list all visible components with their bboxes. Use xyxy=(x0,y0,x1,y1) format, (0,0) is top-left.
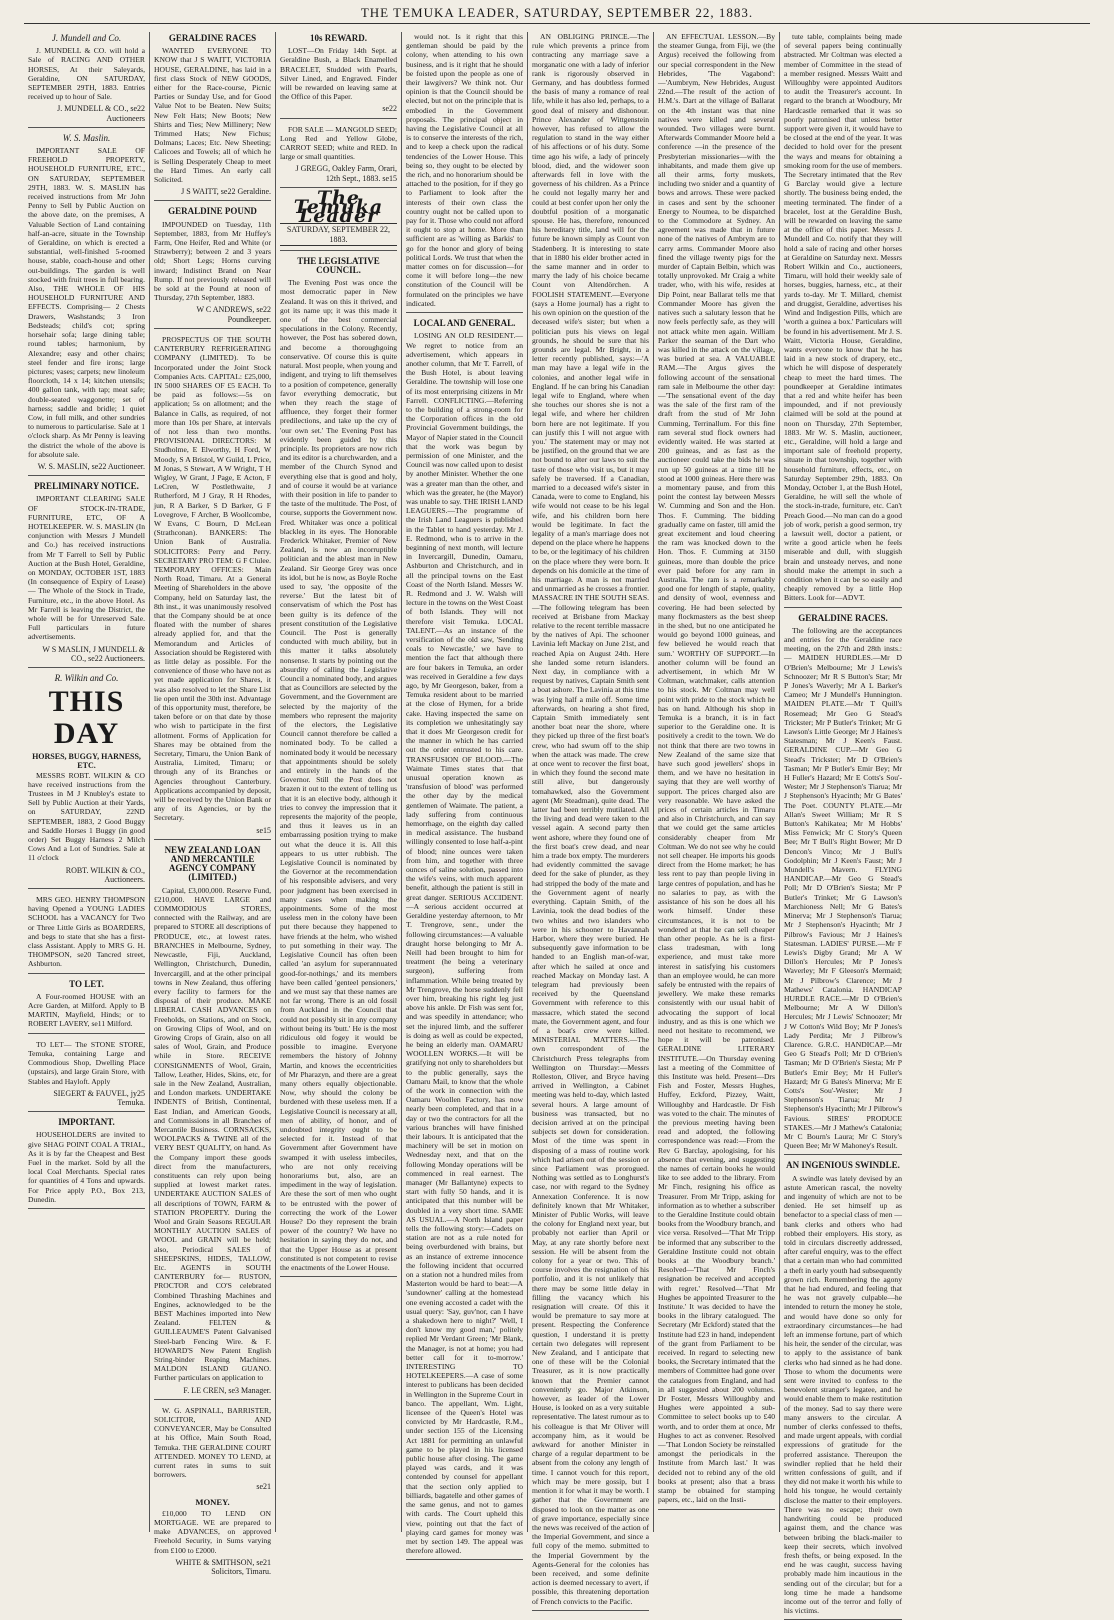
subheading: HORSES, BUGGY, HARNESS, ETC. xyxy=(32,752,141,771)
column-6 xyxy=(654,32,780,1532)
article-body: J. MUNDELL & CO. will hold a Sale of RACING AND OTHER HORSES, At their Saleyards, Geraldine, ON SATURDAY, SEPTEMBER 29TH, 1883. Entries received up to hour of Sale. xyxy=(28,46,145,102)
masthead-rule xyxy=(24,23,1090,24)
column-1 xyxy=(24,32,150,1532)
article-block xyxy=(28,895,145,974)
rule-divider xyxy=(532,1610,649,1611)
article-body: TO LET— The STONE STORE, Temuka, containing Large and Commodious Shop, Dwelling Place (upstairs), and large Grain Store, with Stables and Hayloft. Apply xyxy=(28,1039,145,1086)
column-4 xyxy=(402,32,528,1556)
article-heading: IMPORTANT. xyxy=(58,1117,115,1128)
rule-divider xyxy=(658,1509,775,1510)
rule-divider xyxy=(406,312,523,313)
article-body: IMPORTANT SALE OF FREEHOLD PROPERTY, HOUSEHOLD FURNITURE, ETC., ON SATURDAY, SEPTEMBER 29TH, 1883. W. S. MASLIN has received instructions from Mr John Penny to Sell by Public Auction on the above date, on the premises, A Valuable Section of Land containing half-an-acre, situate in the Township of Geraldine, on which is erected a substantial, well-finished 5-roomed house, stable, coach-house and other out-buildings. The garden is well stocked with fruit trees in full bearing. Also, THE WHOLE OF HIS HOUSEHOLD FURNITURE AND EFFECTS. Comprising— 2 Chests Drawers, Washstands; 3 Iron Bedsteads; child's cot; spring horsehair sofa; large dining table; round tables; harmonium, by Alexandre; easy and other chairs; steel fender and fire irons; large pictures; vases; carpets; new linoleum floorcloth, 14 x 14; kitchen utensils; 400 gallon tank, with tap; meat safe; double-seated waggonette; set of harness; saddle and bridle; 1 quiet Cow, in full milk, and other sundries to numerous to particularise. Sale at 1 o'clock sharp. As Mr Penny is leaving the district the whole of the above is for absolute sale. xyxy=(28,146,145,459)
rule-divider xyxy=(406,1559,523,1560)
rule-divider xyxy=(28,973,145,974)
flag-date: SATURDAY, SEPTEMBER 22, 1883. xyxy=(280,223,397,245)
article-body: WANTED EVERYONE TO KNOW that J S WAITT, VICTORIA HOUSE, GERALDINE, has laid in a first class Stock of NEW GOODS, either for the Race-course, Picnic Parties or Sunday Use, and for Good Value Not to be Beaten. New Suits; New Felt Hats; New Boots; New Shirts and Ties; New Millinery; New Trimmed Hats; New Fichus; Dolmans; Laces; Etc. New Sheeting; Calicoes and Towels; all of which he is Selling Desperately Cheap to meet the Hard Times. An early call Solicited. xyxy=(154,46,271,185)
article-body: Capital, £3,000,000. Reserve Fund, £210,000. HAVE LARGE and COMMODIOUS STORES, connected with the Railway, and are prepared to STORE all descriptions of PRODUCE, etc., at lowest rates. BRANCHES in Melbourne, Sydney, Newcastle, Fiji, Auckland, Wellington, Christchurch, Dunedin, Invercargill, and at the other principal towns in New Zealand, thus offering every facility to farmers for the disposal of their produce. MAKE LIBERAL CASH ADVANCES on Freeholds, on Stations, and on Stock, on Growing Clips of Wool, and on Growing Crops of Grain, also on all sales of Wool, Grain, and Produce while in Store. RECEIVE CONSIGNMENTS of Wool, Grain, Tallow, Leather, Hides, Skins, etc, for sale in the New Zealand, Australian, and London markets. UNDERTAKE INDENTS of British, Continental, East Indian, and American Goods, and Commissions in all Branches of Mercantile Business. CORNSACKS, WOOLPACKS & TWINE all of the VERY BEST QUALITY, on hand. As the Company import these goods direct from the manufacturers, constituents can rely upon being supplied at lowest market rates. UNDERTAKE AUCTION SALES of all descriptions of TOWN, FARM & STATION PROPERTY. During the Wool and Grain Seasons REGULAR MONTHLY AUCTION SALES of WOOL and GRAIN will be held; also, Periodical SALES of SHEEPSKINS, HIDES, TALLOW, Etc. AGENTS in SOUTH CANTERBURY for— RUSTON, PROCTOR and CO'S celebrated Combined Thrashing Machines and Engines, acknowledged to be the BEST Machines imported into New Zealand. FELTEN & GUILLEAUME'S Patent Galvanised Steel-barb Fencing Wire. & F. HOWARD'S New Patent English String-binder Reaping Machines. MALDON ISLAND GUANO. Further particulars on application to xyxy=(154,885,271,1383)
article-block xyxy=(28,980,145,1034)
article-heading: AN INGENIOUS SWINDLE. xyxy=(786,1160,900,1171)
rule-divider xyxy=(28,667,145,668)
article-body: HOUSEHOLDERS are invited to give SHAG POINT COAL A TRIAL, As it is by far the Cheapest and Best Fuel in the market. Sold by all the local Coal Merchants. Special rates for quantities of 4 Tons and upwards. For Price apply P.O., Box 213, Dunedin. xyxy=(28,1130,145,1204)
article-heading: TO LET. xyxy=(69,978,104,989)
signature-line: J S WAITT, se22 Geraldine. xyxy=(181,187,271,197)
article-body: The Evening Post was once the most democratic paper in New Zealand. It was on this it thrived, and got its name up; it was this made it one of the best commercial speculations in the Colony. Recently, however, the Post has sobered down, and become a thoroughgoing conservative. Of course this is quite natural. Most people, when young and indigent, and trying to lift themselves to a position of competence, generally favor everything democratic, but when they reach the stage of affluence, they forget their former predilections, and take up the cry of 'our own set.' The Evening Post has evidently been guided by this principle. Its proprietors are now rich and its editor is a churchwarden, and a member of the Church Synod and everything else that is good and holy, and of course it would be at variance with their position in life to pander to the taste of the multitude. The Post, of course, supports the Government now. Fred. Whitaker was once a political blackleg in its eyes. The Honorable Frederick Whitaker, Premier of New Zealand, is now an incorruptible politician and the ablest man in New Zealand. Sir George Grey was once its idol, but he is now, as Boyle Roche used to say, 'the opposite of the reverse.' But the latest bit of conservatism of which the Post has been guilty is its defence of the present constitution of the Legislative Council. The Post is generally conducted with much ability, but in this matter it talks absolutely nonsense. It starts by pointing out the absurdity of calling the Legislative Council a nominated body, and argues that as Councillors are selected by the Government, and the Government are selected by the majority of the members who represent the majority of the electors, the Legislative Council cannot therefore be called a nominated body. To be called a nominated body it would be necessary that appointments should be solely and entirely in the hands of the Governor. Still the Post does not brazen it out to the extent of telling us that it is an elective body, although it tries to convey the impression that it represents the majority of the people, and thus it leaves us in an embarrassing position trying to make out what the deuce it is. All this appears to us utter rubbish. The Legislative Council is nominated by the Governor at the recommendation of his responsible advisers, and very poor judgment has been exercised in many cases when making the appointments. Some of the most useless men in the colony have been put there because they happened to have friends at the helm, who wished to put something in their way. The Legislative Council has often been called 'an asylum for superannuated good-for-nothings,' and its members have been called 'genteel pensioners,' and we must say that these names are not far wrong. There is an old fossil from Auckland in the Council that could not possibly sit in any company without being its 'butt.' He is the most ridiculous old fogey it would be possible to imagine. Everyone remembers the history of Johnny Martin, and knows the eccentricities of Mr Pharazyn, and there are a great many others equally objectionable. Now, why should the colony be burdened with these useless men. If a Legislative Council is necessary at all, men of ability, of honor, and of undoubted integrity ought to be selected for it. Instead of that Government after Government have swamped it with useless imbeciles, who are not only receiving honorariums but, also, are an impediment in the way of legislation. Are these the sort of men who ought to be entrusted with the power of correcting the work of the Lower House? Do they represent the brain power of the country? We have no hesitation in saying they do not, and that the Upper House as at present constituted is not competent to revise the enactments of the Lower House. xyxy=(280,278,397,1272)
article-body: would not. Is it right that this gentleman should be paid by the colony, when attending to his own business, and is it right that he should be foisted upon the people as one of their lawgivers? We think not. Our opinion is that the Council should be elected, but not on the principle that is embodied in the Government proposals. The principal object in having the Legislative Council at all is to conserve the interests of the rich, and to keep a check upon the radical tendencies of the Lower House. This being so, they ought to be elected by the rich, and no honorarium should be attached to the position, for if they go to Parliament to look after the interests of their own class the country ought not be called upon to pay for it. Those who could not afford it ought to stop at home. More than sufficient are as 'willing as Barkis' to go for the honor and glory of being political Lords. We trust that when the matter comes on for discussion—for come it will before long—the new constitution of the Council will be formulated on the principles we have indicated. xyxy=(406,32,523,308)
article-heading: W. S. Maslin. xyxy=(62,132,111,143)
signature-line: F. LE CREN, se3 Manager. xyxy=(183,1385,271,1395)
rule-divider xyxy=(28,1208,145,1209)
article-block xyxy=(154,207,271,328)
flag-title: The Temuka Leader xyxy=(293,186,384,228)
rule-divider xyxy=(28,1111,145,1112)
article-block xyxy=(28,134,145,476)
article-body: AN EFFECTUAL LESSON.—By the steamer Gunga, from Fiji, we (the Argus) received the following from our special correspondent in the New Hebrides, 'The Vagabond':—'Aumbrym, New Hebrides, August 22nd.—The result of the action of H.M.'s. Dart at the village of Ballarat on the 4th instant was that nine natives were killed and several wounded. Two villages were burnt. Afterwards Commander Moore held a conference —in the presence of the Presbyterian missionaries—with the inhabitants, and made them give up all their arms, forty muskets, including two snider and a quantity of bows and arrows. These were packed in cases and sent by the schooner Energy to Noumea, to be dispatched to the Commodore at Sydney. An agreement was made that in future none of the natives of Ambrym are to carry arms. Commander Moore also fined the village twenty pigs for the murder of Captain Belbin, which was totally unprovoked. Mr Craig a white trader, who, with his wife, resides at Dip Point, near Ballarat tells me that Commander Moore has given the natives such a salutary lesson that he now feels perfectly safe, as they will not attack white men again. William Parker the seaman of the Dart who was killed in the attack on the village, was buried at sea. A VALUABLE RAM.—The Argus gives the following account of the sensational ram sale in Melbourne the other day:—'The sensational event of the day was the sale of the first ram of the draft from the stud of Mr John Cumming, Terrinallum. For this fine ram several stud flock owners had evidently waited. He was started at 200 guineas, and as fast as the auctioneer could take the bids he was run up 50 guineas at a time till he stood at 1000 guineas. Here there was a momentary pause, and from this point the contest lay between Messrs W. Cumming and Son and the Hon. Thos. F. Cumming. The bidding gradually came on faster, till amid the great excitement and loud cheering the ram was knocked down to the Hon. Thos. F. Cumming at 3150 guineas, more than double the price ever paid before for any ram in Australia. The ram is a remarkably good one for length of staple, quality, and density of wool, evenness and covering. He had been selected by many flockmasters as the best sheep in the shed, but no one anticipated he would go beyond 1000 guineas, and few believed he would reach that sum.' WORTHY OF SUPPORT.—In another column will be found an advertisement, in which Mr W Coltman, watchmaker, calls attention to his stock. Mr Coltman may well point with pride to the stock which he has on hand. Although his shop in Temuka is a branch, it is in fact superior to the Geraldine one. It is positively a credit to the town. We do not think that there are two towns in New Zealand of the same size that have such good jewellers' shops in them, and we have no hesitation in saying that they are well worthy of support. The prices charged also are very reasonable. We have asked the prices of certain articles in Timaru and also in Christchurch, and can say that we could get the same articles considerably cheaper from Mr Coltman. We do not see why he could not sell cheaper. He imports his goods direct from the Home market; he has less rent to pay than people living in large centres of population, and has he no salaries to pay, as with the assistance of his son he does all his work himself. Under these circumstances, it is not to be wondered at that he can sell cheaper than other people. As he is a first-class tradesman, with long experience, and must take more interest in satisfying his customers than an employee would, he can more safely be entrusted with the repairs of jewellery. We make these remarks consistently with our usual habit of advocating the support of local industry, and as this is one which we need not hesitate to recommend, we hope it will be patronised. GERALDINE LITERARY INSTITUTE.—On Thursday evening last a meeting of the Committee of this Institute was held. Present—Drs Fish and Foster, Messrs Hughes, Huffey, Eckford, Pizzey, Waitt, Willoughby and Hardcastle. Dr Fish was voted to the chair. The minutes of the previous meeting having been read and adopted, the following correspondence was read:—From the Rev G Barclay, apologising, for his absence that evening, and suggesting the names of certain books he would like to see added to the library. From Mr Finch, resigning his office as Treasurer. From Mr Tripp, asking for information as to whether a subscriber to the Geraldine Institute could obtain books from the Woodbury branch, and vice versa. Resolved—'That Mr Tripp be informed that any subscriber to the Geraldine Institute could not obtain books at the Woodbury branch.' Resolved—'That Mr Finch's resignation be received and accepted with regret.' Resolved—'That Mr Hughes be appointed Treasurer to the Institute.' It was decided to have the books in the library catalogued. The Secretary (Mr Eckford) stated that the Institute had £23 in hand, independent of the grant from Parliament to be received. In regard to selecting new books, the Secretary intimated that the members of Committee had gone over the catalogues from England, and had in all suggested about 200 volumes. Dr Foster, Messrs Willoughby and Hughes were appointed a sub-Committee to select books up to £40 worth, and to order them at once, Mr Hughes to act as convener. Resolved—'That London Society be reinstalled amongst the periodicals in the Institute from March last.' It was decided not to rebind any of the old books at present; also that a brass stamp be obtained for stamping papers, etc., laid on the Insti- xyxy=(658,32,775,1505)
signature-line: J GREGG, Oakley Farm, Orari, 12th Sept., 1883. se15 xyxy=(295,164,397,183)
article-heading: NEW ZEALAND LOAN AND MERCANTILE AGENCY COMPANY (LIMITED.) xyxy=(164,844,261,883)
column-7 xyxy=(780,32,906,1616)
article-body: FOR SALE — MANGOLD SEED; Long Red and Yellow Globe, CARROT SEED; white and RED. In large or small quantities. xyxy=(280,124,397,162)
signature-line: SIEGERT & FAUVEL, jy25 Temuka. xyxy=(53,1088,145,1107)
article-heading: GERALDINE POUND xyxy=(168,206,257,217)
article-body: tute table, complaints being made of several papers being continually abstracted. Mr Coltman was elected a member of Committee in the stead of a member resigned. Messrs Waitt and Willoughby were appointed Auditors to audit the Treasurer's account. In regard to the branch at Woodbury, Mr Hardcastle remarked that it was so poorly patronised that unless better support were given it, it would have to be closed at the end of the year. It was decided to hold over for the present the ways and means for obtaining a smoking room for the use of members. The Secretary intimated that the Rev G Barclay would give a lecture shortly. The business being ended, the meeting terminated. The finder of a bracelet, lost at the Geraldine Bush, will be rewarded on leaving the same at the office of this paper. Messrs J. Mundell and Co. notify that they will hold a sale of racing and other horses at Geraldine on Saturday next. Messrs Robert Wilkin and Co., auctioneers, Timaru, will hold their weekly sale of horses, buggies, harness, etc., at their yards to-day. Mr T. Millard, chemist and druggist, Geraldine, advertises his Wind and Indigestion Pills, which are 'worth a guinea a box.' Particulars will be found in his advertisement. Mr J. S. Waitt, Victoria House, Geraldine, wants everyone to know that he has laid in a new stock of drapery, etc., which he will dispose of desperately cheap to meet the hard times. The poundkeeper at Geraldine intimates that a red and white heifer has been impounded, and if not previously claimed will be sold at the pound at noon on Thursday, 27th September, 1883. Mr W. S. Maslin, auctioneer, etc., Geraldine, will hold a large and important sale of freehold property, situate in that township, together with household furniture, effects, etc., on Saturday September 29th, 1883. On Monday, October 1, at the Bush Hotel, Geraldine, he will sell the whole of the stock-in-trade, furniture, etc. Can't Preach Good.—No man can do a good job of work, perish a good sermon, try a lawsuit well, doctor a patient, or write a good article when he feels miserable and dull, with sluggish brain and unsteady nerves, and none should make the attempt in such a condition when it can be so easily and cheaply removed by a little Hop Bitters. Look for—ADVT. xyxy=(784,32,902,603)
article-body: MRS GEO. HENRY THOMPSON having Opened a YOUNG LADIES SCHOOL has a VACANCY for Two or Three Little Girls as BOARDERS, and begs to state that she has a first-class Assistant. Apply to MRS G. H. THOMPSON, se20 Tancred street, Ashburton. xyxy=(28,895,145,969)
column-2 xyxy=(150,32,276,1577)
article-block xyxy=(406,319,523,1560)
article-body: A swindle was lately devised by an astute American rascal, the novelty and ingenuity of which are not to be denied. He set himself up as benefactor to a special class of men — bank clerks and others who had robbed their employers. His story, as told in circulars discreetly addressed, after careful enquiry, was to the effect that a certain man who had committed a theft in early youth had subsequently grown rich. Remembering the agony that he had endured, and feeling that he was not gravely culpable—he intended to return the money he stole, and would have done so only for extraordinary circumstances—he had left an immense fortune, part of which his heir, the sender of the circular, was to apply to the assistance of bank clerks who had sinned as he had done. Those to whom the documents were sent were invited to confess to the benevolent stranger's legatee, and he would enable them to make restitution of the money. Sad to say there were many answers to the circular. A number of clerks confessed to thefts, and made urgent appeals, with cordial expressions of gratitude for the proferred assistance. Thereupon the swindler replied that he held their written confessions of guilt, and if they did not make it worth his while to hold his tongue, he would certainly disclose the matter to their employers. There was no escape; their own handwriting could be produced against them, and the chance was between bribing the black-mailer to keep their secrets, which involved fresh thefts, or being exposed. In the end he was caught, success having probably made him incautious in the sending out of the circular; but for a long time he made a handsome income out of the terror and folly of his victims. xyxy=(784,1173,902,1616)
article-block xyxy=(784,1161,902,1620)
rule-divider xyxy=(28,475,145,476)
signature-line: J. MUNDELL & CO., se22 Auctioneers xyxy=(57,104,145,123)
masthead xyxy=(0,0,1114,26)
article-body: LOSING AN OLD RESIDENT.—We regret to notice from an advertisement, which appears in another column, that Mr T. Farrell, of the Bush Hotel, is about leaving Geraldine. The township will lose one of its most enterprising citizens in Mr Farrell. CONFLICTING.—Referring to the building of a strong-room for the Corporation offices in the old Provincial Government buildings, the Mayor of Napier stated in the Council that the work was begun by permission of one Minister, and the Council was now called upon to desist by another Minister. Whether the one was a greater man than the other, and which was the greater, he (the Mayor) was unable to say. THE IRISH LAND LEAGUERS.—The programme of the Irish Land Leaguers is published in the Tablet to hand yesterday. Mr J. E. Redmond, who is to arrive in the beginning of next month, will lecture in Invercargill, Dunedin, Oamaru, Ashburton and Christchurch, and in all the principal towns on the East Coast of the North Island. Messrs W. R. Redmond and J. W. Walsh will lecture in the towns on the West Coast of both Islands. They will not therefore visit Temuka. LOCAL TALENT.—As an instance of the versification of the old saw, 'Sending coals to Newcastle,' we have to mention the fact that although there are four bakers in Temuka, an order was received in Geraldine a few days ago, by Mr Georgeson, baker, from a Temuka resident about to be married at the close of Hymen, for a bride cake. Having inspected the same on its completion we unhesitatingly say that it does Mr Georgeson credit for the manner in which he has carried out the order entrusted to his care. TRANSFUSION OF BLOOD.—The Waimate Times states that that unusual operation known as 'transfusion of blood' was performed the other day by the medical gentlemen of Waimate. The patient, a lady suffering from continuous hemorrhage, on the eighth day called in medical assistance. The husband willingly consented to lose half-a-pint of blood; nine ounces were taken from him, and together with three ounces of saline solution, passed into the wife's veins, with much apparent benefit, although the patient is still in great danger. SERIOUS ACCIDENT.—A serious accident occurred at Geraldine yesterday afternoon, to Mr T. Trengrove, senr., under the following circumstances:—A valuable draught horse belonging to Mr A. Neill had been brought to him for treatment (he being a veterinary surgeon), suffering from inflammation. While being treated by Mr Trengrove, the horse suddenly fell over him, breaking his right leg just above his ankle. Dr Fish was sent for, and was speedily in attendance; who set the injured limb, and the sufferer is doing as well as could be expected, he being an elderly man. OAMARU WOOLLEN WORKS.—It will be gratifying not only to shareholders but to the public generally, says the Oamaru Mail, to know that the whole of the work in connection with the Oamaru Woollen Factory, has now nearly been completed, and that in a day or two the contractors for all the various branches will have finished their labours. It is anticipated that the machinery will be set in motion on Wednesday next, and that on the following Monday operations will be commenced in real earnest. The manager (Mr Ballantyne) expects to start with fully 50 hands, and it is anticipated that this number will be doubled in a very short time. SAME AS USUAL.—A North Island paper tells the following story:—Cadets on station are not as a rule noted for being overburdened with brains, but as an instance of extreme innocence the following incident that occurred on a station not a hundred miles from Masterton would be hard to beat:—A 'sundowner' calling at the homestead one evening accosted a cadet with the usual query: 'Say, guv'nor, can I have a shakedown here to night?' 'Well, I don't know my good man,' politely replied Mr Verdant Green; 'Mr Blank, the Manager, is not at home; you had better call for it to-morrow.' INTERESTING TO HOTELKEEPERS.—A case of some interest to publicans has been decided in Wellington in the Supreme Court in banco. The appellant, Wm. Light, licensee of the Queen's Hotel was convicted by Mr Hardcastle, R.M., under section 155 of the Licensing Act 1881 for permitting an unlawful game to be played in his licensed public house after closing. The game played was cards, and it was contended by counsel for appellant that the section only applied to billiards, bagatelle and other games of the same genus, and not to games with cards. The Court upheld this view, pointing out that the fact of playing card games for money was met by section 149. The appeal was therefore allowed. xyxy=(406,331,523,1556)
article-block xyxy=(28,1040,145,1112)
article-body: AN OBLIGING PRINCE.—The rule which prevents a prince from contracting any marriage save a morganatic one with a lady of inferior rank is rigorously observed in Germany, and has doubtless formed the basis of many a romance of real life, while it has also led, perhaps, to a good deal of misery and dishonour. Prince Alexander of Wittgenstein however, has refused to allow the regulation to stand in the way either of his affections or of his duty. Some time ago his wife, a lady of princely blood, died, and the widower soon afterwards fell in love with the governess of his children. As a Prince he could not legally marry her and could at best confer upon her only the doubtful position of a morganatic spouse. He has, therefore, renounced his hereditary title, land will for the future be known simply as Count von Stadenberg. It is interesting to state that in 1880 his elder brother acted in the same manner and in order to marry the lady of his choice became Count von Altendörchen. A FOOLISH STATEMENT.—Everyone (says a Home journal) has a right to his own opinion on the question of the deceased wife's sister; but when a politician puts his views on legal grounds, he should be sure that his grounds are legal. Mr Bright, in a letter recently published, says:—'A man may have a legal wife in the colonies, and another legal wife in England. If he can bring his Canadian legal wife to England, where when she touches our shores she is not a legal wife, and where her children born here are not legitimate. If you can justify this I will not argue with you.' The statement may or may not be justified, on the ground that we are not bound to alter our laws to suit the taste of those who visit us, but it may safely be traversed. If a Canadian, married to a deceased wife's sister in Canada, were to come to England, his wife would not cease to be his legal wife, and his children born here would be legitimate. In fact the legality of a man's marriage does not depend on the place where he happens to be, or the legitimacy of his children on the place where they were born. It depends on his domicile at the time of his marriage. A man is not married and unmarried as he crosses a frontier. MASSACRE IN THE SOUTH SEAS.—The following telegram has been received at Brisbane from Mackay relative to the recent terrible massacre by the natives of Api. The schooner Lavinia left Mackay on June 21st, and reached Apia on August 24th. Here she landed some return islanders. Next day, in compliance with a request by natives, Captain Smith sent a boat ashore. The Lavinia at this time was lying half a mile off. Some time afterwards, on hearing a shot fired, Captain Smith immediately sent another boat near the shore, where they picked up three of the first boat's crew, who had swum off to the ship when the attack was made. The crew at once went to recover the first boat, in which they found the second mate still alive, but dangerously tomahawked, also the Government agent (Mr Steadman), quite dead. The latter had been terribly mutilated. All the living and dead were taken to the vessel again. A second party then went ashore, where they found one of the first boat's crew dead, and near him a trade box empty. The murderers had evidently committed the savage deed for the sake of plunder, as they had stripped the body of the mate and the Government agent of nearly everything. Captain Smith, of the Lavinia, took the dead bodies of the two whites and two islanders who were in his schooner to Havannah Harbor, where they were buried. He subsequently gave information to be handed to an English man-of-war, after which he sailed at once and reached Mackay on Monday last. A telegram had previously been received by the Queensland Government with reference to this massacre, which stated the second mate, the Government agent, and four of a boat's crew were killed. MINISTERIAL MATTERS.—The own correspondent of the Christchurch Press telegraphs from Wellington on Thursday:—Messrs Rolleston, Oliver, and Bryce having arrived in Wellington, a Cabinet meeting was held to-day, which lasted several hours. A large amount of business was transacted, but no decision arrived at on the principal subjects set down for consideration. Most of the time was spent in disposing of a mass of routine work which had arisen out of the session or since Parliament was prorogued. Nothing was settled as to Longhurst's case, nor with regard to the Sydney Annexation Conference. It is now definitely known that Mr Whitaker, Minister of Public Works, will leave the colony for England next year, but probably not earlier than April or May, at any rate shortly before next session. He will be absent from the colony for a year or two. This of course involves the resignation of his portfolio, and it is not unlikely that there may be some little delay in filling the vacancy which his resignation will create. Of this it would be premature to say more at present. Respecting the Conference question, I understand it is pretty certain two delegates will represent New Zealand, and I anticipate that one of these will be the Colonial Treasurer, as it is now practically known that the Premier cannot conveniently go. Major Atkinson, however, as leader of the Lower House, is looked on as a very suitable representative. The latest rumour as to his colleague is that Mr Oliver will accompany him, as it would be awkward for another Minister in charge of a regular department to be absent from the colony any length of time. I cannot vouch for this report, which may be mere gossip, but I mention it for what it may be worth. I gather that the Government are disposed to look on the matter as one of grave importance, especially since the news was received of the action of the Imperial Government, and since a full copy of the memo. submitted to the Imperial Government by the Agents-General for the colonies has been received, and some definite action is deemed necessary to avert, if possible, this threatening deportation of French convicts to the Pacific. xyxy=(532,32,649,1606)
article-heading: J. Mundell and Co. xyxy=(51,33,122,43)
article-block xyxy=(658,32,775,1510)
article-block xyxy=(784,614,902,1156)
signature-line: se15 xyxy=(256,825,271,835)
ad-heading: MONEY. xyxy=(195,1496,230,1507)
article-heading: LOCAL AND GENERAL. xyxy=(413,318,516,329)
display-headline: THIS DAY xyxy=(48,685,125,751)
masthead-text: THE TEMUKA LEADER, SATURDAY, SEPTEMBER 22, 1883. xyxy=(360,5,754,20)
article-block xyxy=(154,335,271,840)
article-heading: R. Wilkin and Co. xyxy=(54,673,119,683)
article-block xyxy=(784,32,902,608)
rule-divider xyxy=(28,1033,145,1034)
article-heading: PRELIMINARY NOTICE. xyxy=(34,481,139,492)
advertisement-block xyxy=(154,1498,271,1577)
article-body: A Four-roomed HOUSE with an Acre Garden, at Milford. Apply to B MARTIN, Mayfield, Hinds; or to ROBERT LAVERY, se11 Milford. xyxy=(28,991,145,1029)
article-body: LOST—On Friday 14th Sept. at Geraldine Bush, a Black Enamelled BRACELET, Studded with Pearls, Silver Lined, and Engraved. Finder will be rewarded on leaving same at the Office of this Paper. xyxy=(280,46,397,102)
article-heading: GERALDINE RACES xyxy=(168,33,257,43)
advertisement-block xyxy=(154,1406,271,1492)
ad-body: £10,000 TO LEND ON MORTGAGE. WE are prepared to make ADVANCES, on approved Freehold Security, in Sums varying from £100 to £2000. xyxy=(154,1508,271,1555)
article-block xyxy=(28,482,145,668)
rule-divider xyxy=(154,839,271,840)
signature-line: W. S. MASLIN, se22 Auctioneer. xyxy=(37,461,145,471)
ad-body: W. G. ASPINALL, BARRISTER, SOLICITOR, AND CONVEYANCER, May be Consulted at his Office, Main South Road, Temuka. THE GERALDINE COURT ATTENDED. MONEY TO LEND, at current rates in sums to suit borrowers. xyxy=(154,1405,271,1480)
article-block xyxy=(154,34,271,201)
article-block xyxy=(280,186,397,251)
rule-divider xyxy=(28,888,145,889)
signature-line: ROBT. WILKIN & CO., Auctioneers. xyxy=(65,865,145,884)
article-body: IMPORTANT CLEARING SALE OF STOCK-IN-TRADE, FURNITURE, ETC, OF A HOTELKEEPER. W. S. MASLIN (In conjunction with Messrs J Mundell and Co.) has received instructions from Mr T Farrell to Sell by Public Auction at the Bush Hotel, Geraldine, on MONDAY, OCTOBER 1ST, 1883 (In consequence of Expiry of Lease)— The Whole of the Stock in Trade, Furniture, etc., in the above Hotel. As Mr Farrell is leaving the District, the whole will be for Unreserved Sale. Full particulars in future advertisements. xyxy=(28,494,145,642)
rule-divider xyxy=(280,1276,397,1277)
article-heading: THE LEGISLATIVE COUNCIL. xyxy=(297,255,380,276)
signature-line: W S MASLIN, J MUNDELL & CO., se22 Auctioneers. xyxy=(42,644,145,663)
article-block xyxy=(28,674,145,889)
article-block xyxy=(154,846,271,1400)
article-block xyxy=(406,32,523,313)
rule-divider xyxy=(280,250,397,251)
column-5 xyxy=(528,32,654,1606)
rule-divider xyxy=(280,118,397,119)
rule-divider xyxy=(154,200,271,201)
column-3 xyxy=(276,32,402,1532)
rule-divider xyxy=(784,607,902,608)
article-body: The following are the acceptances and entries for the Geraldine race meeting, on the 27th and 28th insts.:— MAIDEN HURDLES.—Mr D O'Brien's Melbourne; Mr J Lewis's Schnoozer; Mr R S Button's Star; Mr P Jones's Waverly; Mr A L Barker's Cameo; Mr J Mundell's Hunnington. MAIDEN PLATE.—Mr T Quill's Rosemead; Mr Geo G Stead's Trickster; Mr P Butler's Trinket; Mr G Lawson's Little George; Mr J Haines's Statesman; Mr J Keen's Faust. GERALDINE CUP.—Mr Geo G Stead's Trickster; Mr D O'Brien's Tasman; Mr P Butler's Emir Bey; Mr H Fuller's Hazard; Mr E Cotts's Sou'-Wester; Mr J Stephenson's Tiarua; Mr J Stephenson's Hyacinth; Mr G Bates' The Poet. COUNTY PLATE.—Mr Allan's Sweet William; Mr R S Button's Kahikatea; Mr M Hobbs' Miss Fenwick; Mr C Story's Queen Bee; Mr T Bull's Right Bower; Mr D Dencon's Vinco; Mr J Bull's Godolphin; Mr J Keen's Faust; Mr J Mundell's Mavern. FLYING HANDICAP.—Mr Geo G Stead's Poll; Mr D O'Brien's Siesta; Mr P Butler's Trinket; Mr G Lawson's Marchioness Nell; Mr G Bates's Minerva; Mr J Stephenson's Tiarua; Mr J Stephenson's Hyacinth; Mr J Pilbrow's Favious; Mr J Haines's Statesman. LADIES' PURSE.—Mr F Lewis's Digby Grand; Mr A W Dillon's Hercules; Mr P Jones's Waverley; Mr F Gleeson's Mermaid; Mr J Pilbrow's Clarence; Mr J Mathews' Catalonia. HANDICAP HURDLE RACE.—Mr D O'Brien's Melbourne; Mr A W Dillon's Hercules; Mr J Lewis' Schnoozer; Mr J W Cotton's Wild Boy; Mr P Jones's Lady Perdita; Mr J Pilbrow's Clarence. G.R.C. HANDICAP.—Mr Geo G Stead's Poll; Mr D O'Brien's Tasman; Mr D O'Brien's Siesta; Mr P Butler's Emir Bey; Mr H Fuller's Hazard; Mr G Bates's Minerva; Mr E Cotts's Sou'-Wester; Mr J Stephenson's Tiarua; Mr J Stephenson's Hyacinth; Mr J Pilbrow's Favious. SIRES' PRODUCE STAKES.—Mr J Mathew's Catalonia; Mr C Bourn's Laura; Mr C Story's Queen Bee; Mr W Mahoney's Result. xyxy=(784,625,902,1151)
signature-line: se22 xyxy=(382,104,397,114)
rule-divider xyxy=(154,1399,271,1400)
article-body: PROSPECTUS OF THE SOUTH CANTERBURY REFRIGERATING COMPANY (LIMITED). To be Incorporated under the Joint Stock Companies Acts. CAPITAL: £25,000, IN 5000 SHARES OF £5 EACH. To be paid as follows:—5s on application; 5s on allotment; and the Balance in Calls, as required, of not more than 10s per Share, at intervals of not less than two months. PROVISIONAL DIRECTORS: M Studholme, E Elworthy, H Ford, W Moody, S A Bristol, W Guild, L Price, M Jonas, S Stewart, A W Wright, T H Wigley, W Grant, J Page, E Acton, F LeCren, W Postlethwaite, J Rutherford, M J Gray, R H Rhodes, jun, R A Barker, S D Barker, G F Lovegrove, F Archer, B Woollcombe, W Evans, C Bourn, D McLean (Strathconan). BANKERS: The Union Bank of Australia. SOLICITORS: Perry and Perry. SECRETARY PRO TEM: G F Clulee. TEMPORARY OFFICES: Main North Road, Timaru. At a General Meeting of Shareholders in the above Company, held on Saturday last, the 8th inst., it was unanimously resolved that the Company should be at once floated with the number of shares already applied for, and that the Memorandum and Articles of Association should be Registered with as little delay as possible. For the convenience of those who have not as yet made application for Shares, it was also resolved to let the Share List lie open until the 30th inst. Advantage of this opportunity must, therefore, be taken before or on that date by those who wish to participate in the first allotment. Forms of Application for Shares may be obtained from the Secretary, Timaru, the Union Bank of Australia, Limited, Timaru; or through any of its Branches or Agencies throughout Canterbury. Applications accompanied by deposit, will be received by the Union Bank or any of its Agencies, or by the Secretary. xyxy=(154,334,271,823)
article-block xyxy=(28,34,145,128)
signature-line: W C ANDREWS, se22 Poundkeeper. xyxy=(196,305,271,324)
ad-signature: se21 xyxy=(256,1482,271,1492)
rule-divider xyxy=(154,328,271,329)
ad-signature: WHITE & SMITHSON, se21 Solicitors, Timaru. xyxy=(175,1557,271,1577)
rule-divider xyxy=(784,1154,902,1155)
article-block xyxy=(280,257,397,1277)
rule-divider xyxy=(28,127,145,128)
columns-container xyxy=(24,32,1094,1616)
article-heading: 10s REWARD. xyxy=(309,33,367,43)
article-body: IMPOUNDED on Tuesday, 11th September, 1883, from Mr Huffey's Farm, One Heifer, Red and White (or Strawberry); between 2 and 3 years old; Short Legs; Horns curving inward; Indistinct Brand on Near Rump. If not previously released will be sold at the Pound at noon of Thursday, 27th September, 1883. xyxy=(154,219,271,303)
article-block xyxy=(28,1118,145,1209)
article-block xyxy=(280,125,397,188)
article-heading: GERALDINE RACES. xyxy=(798,612,888,623)
article-body: MESSRS ROBT. WILKIN & CO have received instructions from the Trustees in M J Knubley's estate to Sell by Public Auction at their Yards, on SATURDAY, 22ND SEPTEMBER, 1883, 2 Good Buggy and Saddle Horses 1 Buggy (in good order) Set Buggy Harness 2 Milch Cows And a Lot of Sundries. Sale at 11 o'clock xyxy=(28,770,145,863)
newspaper-flag xyxy=(280,186,397,246)
article-block xyxy=(280,34,397,119)
article-block xyxy=(532,32,649,1611)
